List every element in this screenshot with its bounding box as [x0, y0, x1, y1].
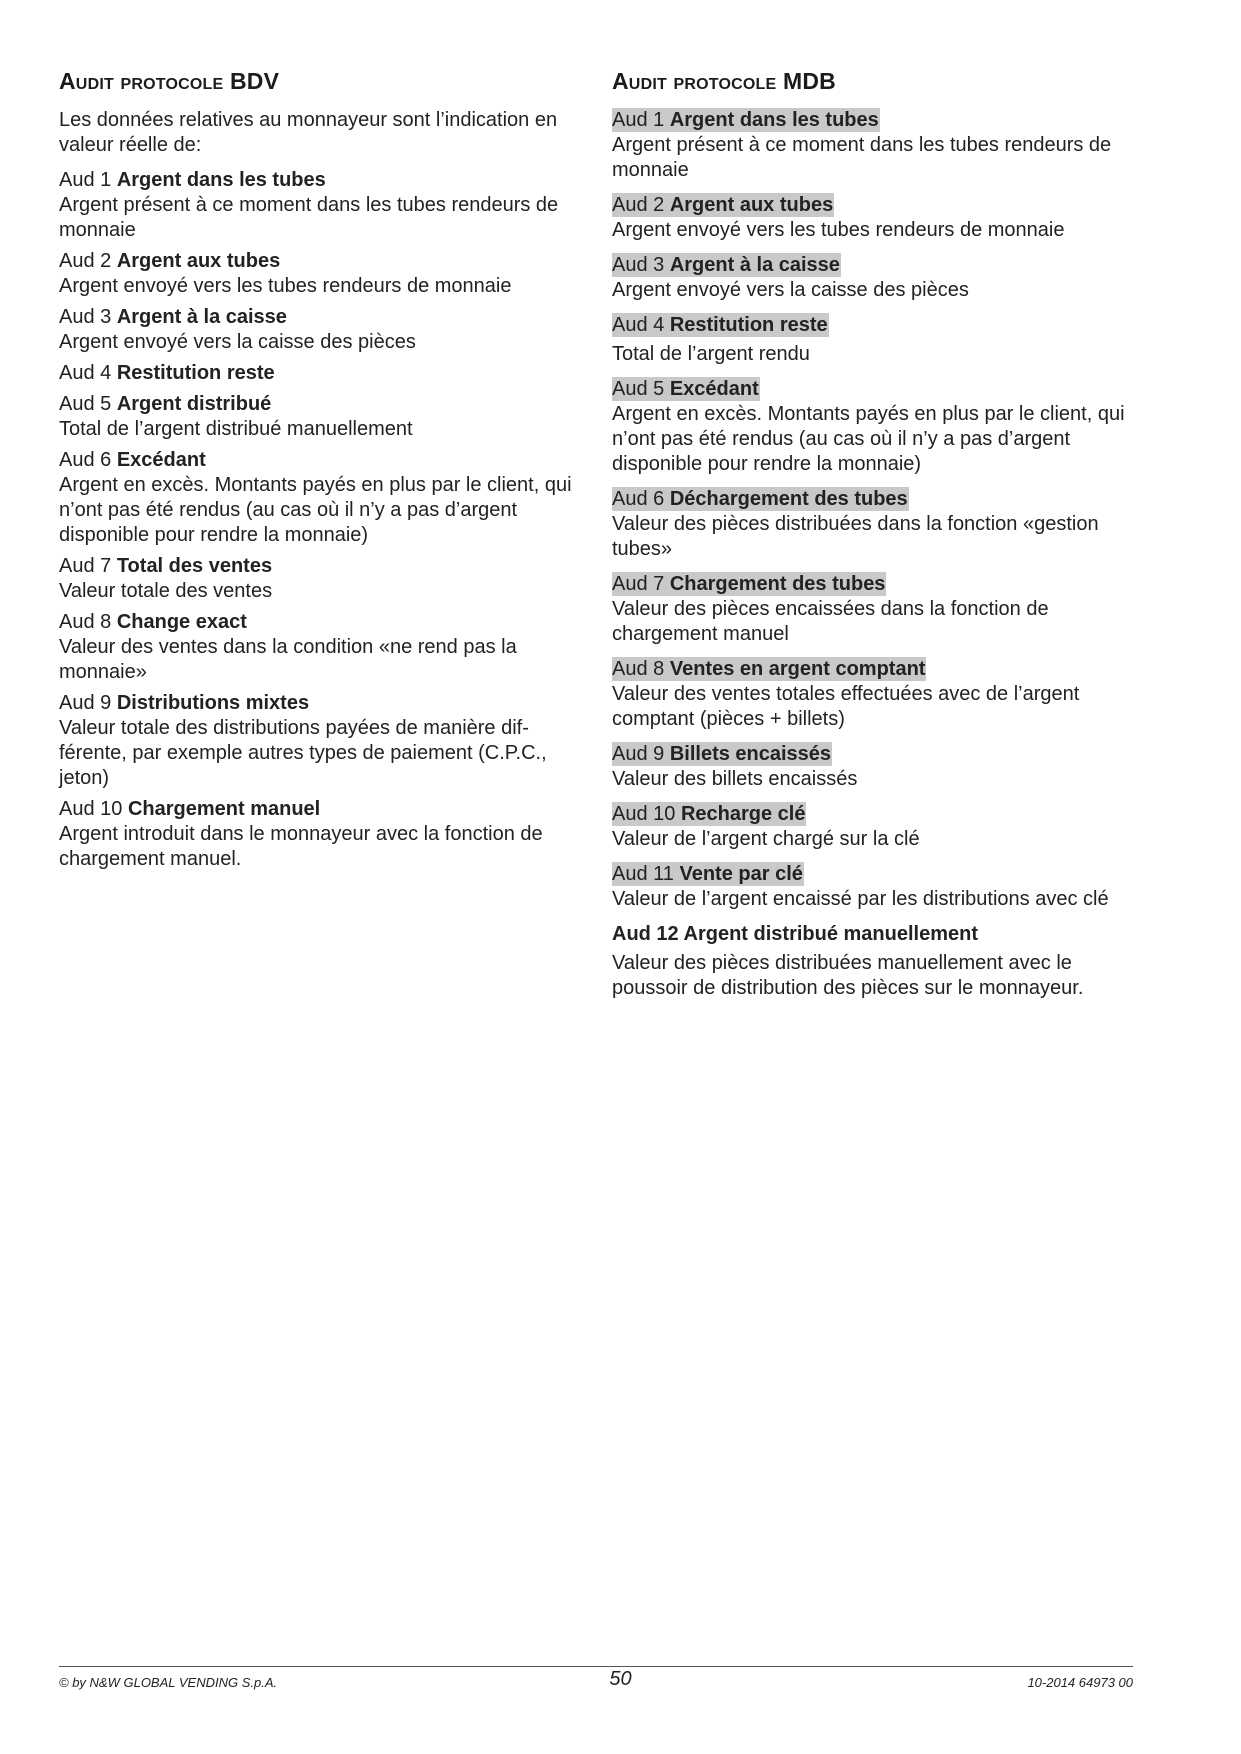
audit-desc: Valeur des pièces encaissées dans la fonction de chargement manuel — [612, 598, 1049, 645]
audit-code: Aud 8 — [59, 611, 112, 633]
audit-desc: Argent présent à ce moment dans les tubes rendeurs de monnaie — [612, 134, 1112, 181]
audit-code: Aud 7 — [59, 555, 112, 577]
audit-name: Chargement manuel — [127, 798, 321, 820]
audit-name: Restitution reste — [669, 314, 828, 336]
audit-entry — [612, 802, 1142, 852]
mdb-section-title: Audit protocole MDB — [612, 68, 836, 94]
audit-code: Aud 6 — [612, 488, 665, 510]
audit-entry — [59, 691, 579, 791]
audit-code: Aud 5 — [59, 393, 112, 415]
audit-desc: Argent envoyé vers la caisse des pièces — [59, 331, 416, 353]
bdv-intro: Les données relatives au monnayeur sont l’indication en valeur réelle de: — [59, 109, 558, 156]
audit-entry — [59, 610, 579, 685]
audit-name: Change exact — [116, 611, 247, 633]
audit-desc: Total de l’argent distribué manuellement — [59, 418, 413, 440]
audit-code: Aud 11 — [612, 863, 674, 885]
audit-code: Aud 6 — [59, 449, 112, 471]
audit-desc: Argent en excès. Montants payés en plus par le client, qui n’ont pas été rendus (au cas où il n’y a pas d’argent disponible pour rendre la monnaie) — [59, 474, 572, 546]
audit-code: Aud 10 — [59, 798, 123, 820]
audit-desc: Valeur des ventes totales effectuées avec de l’argent comptant (pièces + billets) — [612, 683, 1080, 730]
audit-desc: Valeur des ventes dans la condition «ne rend pas la monnaie» — [59, 636, 517, 683]
audit-code: Aud 12 — [612, 923, 679, 945]
audit-name: Argent dans les tubes — [116, 169, 326, 191]
audit-code: Aud 7 — [612, 573, 665, 595]
audit-desc: Argent en excès. Montants payés en plus par le client, qui n’ont pas été rendus (au cas où il n’y a pas d’argent disponible pour rendre la monnaie) — [612, 403, 1125, 475]
bdv-list — [59, 168, 579, 872]
audit-code: Aud 2 — [59, 250, 112, 272]
audit-entry — [59, 249, 579, 299]
audit-desc: Valeur des billets encaissés — [612, 768, 858, 790]
footer-copyright: © by N&W GLOBAL VENDING S.p.A. — [59, 1675, 278, 1690]
audit-code: Aud 10 — [612, 803, 676, 825]
audit-desc: Valeur de l’argent chargé sur la clé — [612, 828, 920, 850]
audit-name: Recharge clé — [680, 803, 806, 825]
audit-code: Aud 1 — [59, 169, 112, 191]
audit-entry — [612, 108, 1142, 183]
audit-code: Aud 3 — [59, 306, 112, 328]
audit-name: Argent à la caisse — [116, 306, 287, 328]
audit-entry — [612, 922, 1142, 1001]
audit-code: Aud 5 — [612, 378, 665, 400]
audit-entry — [612, 253, 1142, 303]
audit-desc: Total de l’argent rendu — [612, 343, 810, 365]
audit-name: Argent aux tubes — [116, 250, 281, 272]
audit-name: Excédant — [116, 449, 206, 471]
document-reference: 10-2014 64973 00 — [1027, 1675, 1133, 1690]
audit-name: Déchargement des tubes — [669, 488, 908, 510]
mdb-column — [612, 66, 1142, 1011]
audit-entry — [612, 487, 1142, 562]
audit-name: Argent distribué — [116, 393, 272, 415]
audit-entry — [59, 168, 579, 243]
audit-code: Aud 2 — [612, 194, 665, 216]
audit-name: Argent dans les tubes — [669, 109, 879, 131]
audit-name: Chargement des tubes — [669, 573, 886, 595]
audit-name: Restitution reste — [116, 362, 275, 384]
page-number: 50 — [609, 1668, 632, 1690]
audit-entry — [59, 361, 579, 386]
audit-desc: Valeur de l’argent encaissé par les distributions avec clé — [612, 888, 1109, 910]
audit-desc: Valeur des pièces distribuées manuellement avec le poussoir de distribution des pièces sur le monnayeur. — [612, 952, 1084, 999]
audit-name: Vente par clé — [679, 863, 803, 885]
audit-desc: Argent envoyé vers les tubes rendeurs de monnaie — [612, 219, 1065, 241]
audit-code: Aud 8 — [612, 658, 665, 680]
audit-code: Aud 1 — [612, 109, 665, 131]
audit-entry — [612, 377, 1142, 477]
audit-name: Total des ventes — [116, 555, 273, 577]
audit-entry — [612, 193, 1142, 243]
audit-entry — [59, 392, 579, 442]
audit-name: Distributions mixtes — [116, 692, 310, 714]
audit-name: Billets encaissés — [669, 743, 832, 765]
audit-desc: Valeur totale des distributions payées de manière dif-férente, par exemple autres types de paiement (C.P.C., jeton) — [59, 717, 547, 789]
audit-desc: Argent envoyé vers les tubes rendeurs de monnaie — [59, 275, 512, 297]
audit-desc: Argent présent à ce moment dans les tubes rendeurs de monnaie — [59, 194, 559, 241]
audit-name: Argent distribué manuellement — [683, 923, 979, 945]
audit-code: Aud 9 — [59, 692, 112, 714]
audit-name: Argent à la caisse — [669, 254, 840, 276]
audit-entry — [59, 305, 579, 355]
audit-code: Aud 3 — [612, 254, 665, 276]
audit-code: Aud 9 — [612, 743, 665, 765]
bdv-column — [59, 66, 579, 878]
audit-entry — [612, 862, 1142, 912]
audit-desc: Valeur totale des ventes — [59, 580, 273, 602]
audit-name: Ventes en argent comptant — [669, 658, 926, 680]
audit-name: Excédant — [669, 378, 759, 400]
bdv-section-title: Audit protocole BDV — [59, 68, 280, 94]
audit-code: Aud 4 — [59, 362, 112, 384]
footer-divider — [59, 1666, 1133, 1667]
audit-entry — [59, 448, 579, 548]
audit-entry — [612, 657, 1142, 732]
audit-entry — [59, 554, 579, 604]
audit-entry — [612, 742, 1142, 792]
audit-code: Aud 4 — [612, 314, 665, 336]
audit-desc: Argent introduit dans le monnayeur avec la fonction de chargement manuel. — [59, 823, 543, 870]
audit-entry — [612, 313, 1142, 367]
audit-entry — [612, 572, 1142, 647]
audit-entry — [59, 797, 579, 872]
audit-name: Argent aux tubes — [669, 194, 834, 216]
mdb-list — [612, 108, 1142, 1001]
audit-desc: Valeur des pièces distribuées dans la fonction «gestion tubes» — [612, 513, 1099, 560]
audit-desc: Argent envoyé vers la caisse des pièces — [612, 279, 969, 301]
